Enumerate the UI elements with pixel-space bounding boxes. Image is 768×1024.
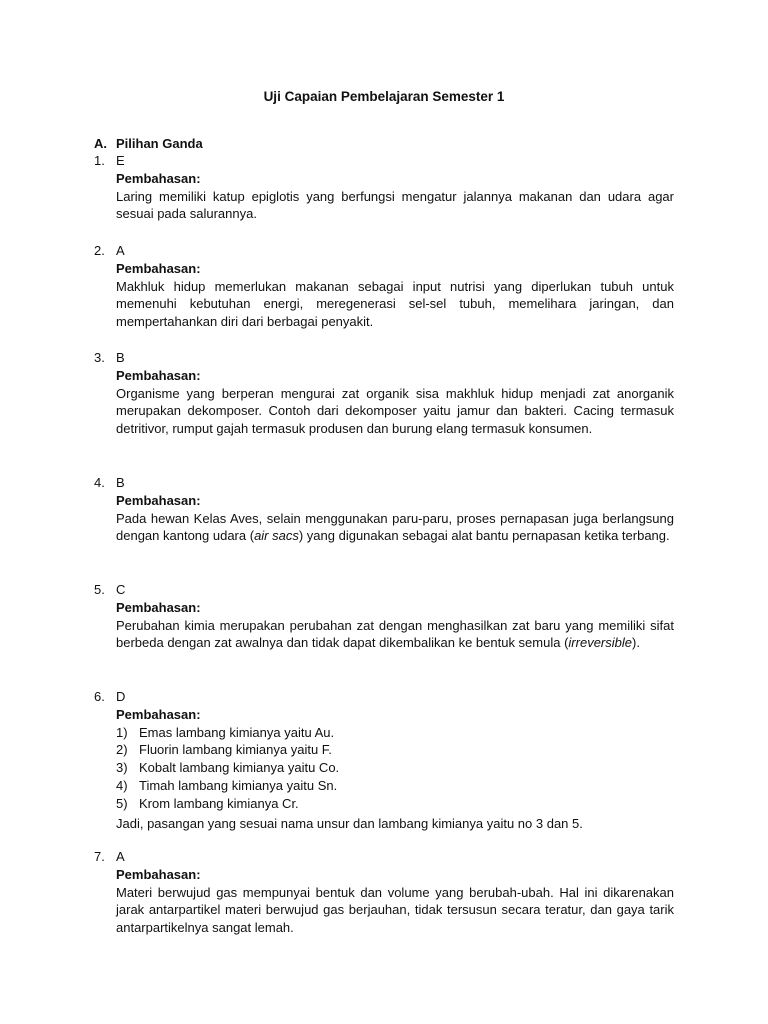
list-text: Emas lambang kimianya yaitu Au. [139,724,335,740]
list-item [116,777,674,795]
item-number: 7. [94,849,105,864]
answer-key: D [116,689,126,704]
question-item-1 [94,152,674,223]
list-number: 1) [116,724,128,740]
answer-key: A [116,849,125,864]
explanation-text-part: ). [632,635,640,651]
explanation-text: Laring memiliki katup epiglotis yang berfungsi mengatur jalannya makanan dan udara agar sesuai pada salurannya. [116,188,674,222]
item-number: 6. [94,689,105,704]
page-title: Uji Capaian Pembelajaran Semester 1 [263,89,505,104]
list-item [116,741,674,759]
item-number: 5. [94,582,105,597]
list-item [116,724,674,742]
item-number: 2. [94,243,105,258]
question-item-2 [94,242,674,331]
answer-key: B [116,350,125,365]
item-number: 1. [94,153,105,168]
answer-key: E [116,153,125,168]
list-text: Timah lambang kimianya yaitu Sn. [139,777,338,793]
explanation-label: Pembahasan: [116,706,201,722]
list-number: 3) [116,760,128,776]
list-text: Kobalt lambang kimianya yaitu Co. [139,760,340,776]
explanation-text: Makhluk hidup memerlukan makanan sebagai input nutrisi yang diperlukan tubuh untuk memenuhi kebutuhan energi, meregenerasi sel-sel tubuh, memelihara jaringan, dan mempertahankan diri dari berbagai penyakit. [116,278,674,330]
item-number: 3. [94,350,105,365]
explanation-italic-term: irreversible [568,635,632,651]
question-item-7 [94,848,674,937]
explanation-label: Pembahasan: [116,866,201,882]
explanation-text-part: Perubahan kimia merupakan perubahan zat dengan menghasilkan zat baru yang memiliki sifat berbeda dengan zat awalnya dan tidak dapat dikembalikan ke bentuk semula ( [116,617,674,651]
list-text: Fluorin lambang kimianya yaitu F. [139,742,332,758]
explanation-text: Materi berwujud gas mempunyai bentuk dan volume yang berubah-ubah. Hal ini dikarenakan jarak antarpartikel materi berwujud gas berjauhan, tidak tersusun secara teratur, dan gaya tarik antarpartikelnya sangat lemah. [116,884,674,936]
list-text: Krom lambang kimianya Cr. [139,795,299,811]
explanation-italic-term: air sacs [254,528,299,544]
list-number: 2) [116,742,128,758]
answer-key: A [116,243,125,258]
answer-key: C [116,582,126,597]
explanation-text-part: Pada hewan Kelas Aves, selain menggunakan paru-paru, proses pernapasan juga berlangsung dengan kantong udara ( [116,510,674,544]
explanation-label: Pembahasan: [116,260,201,276]
explanation-text-part: ) yang digunakan sebagai alat bantu pernapasan ketika terbang. [298,528,670,544]
question-item-5 [94,581,674,652]
answer-key: B [116,475,125,490]
section-letter: A. [94,136,107,151]
explanation-text: Organisme yang berperan mengurai zat organik sisa makhluk hidup menjadi zat anorganik merupakan dekomposer. Contoh dari dekomposer yaitu jamur dan bakteri. Cacing termasuk detritivor, rumput gajah termasuk produsen dan burung elang termasuk konsumen. [116,385,674,437]
question-item-3 [94,349,674,438]
list-item [116,795,674,813]
list-number: 4) [116,777,128,793]
question-item-4 [94,474,674,545]
list-number: 5) [116,795,128,811]
conclusion-text: Jadi, pasangan yang sesuai nama unsur dan lambang kimianya yaitu no 3 dan 5. [116,815,583,831]
item-number: 4. [94,475,105,490]
explanation-label: Pembahasan: [116,170,201,186]
list-item [116,759,674,777]
explanation-text [116,510,674,546]
explanation-text [116,617,674,653]
explanation-label: Pembahasan: [116,367,201,383]
question-item-6 [94,688,674,832]
explanation-label: Pembahasan: [116,492,201,508]
explanation-label: Pembahasan: [116,599,201,615]
section-heading [94,135,203,153]
section-title: Pilihan Ganda [116,136,203,151]
